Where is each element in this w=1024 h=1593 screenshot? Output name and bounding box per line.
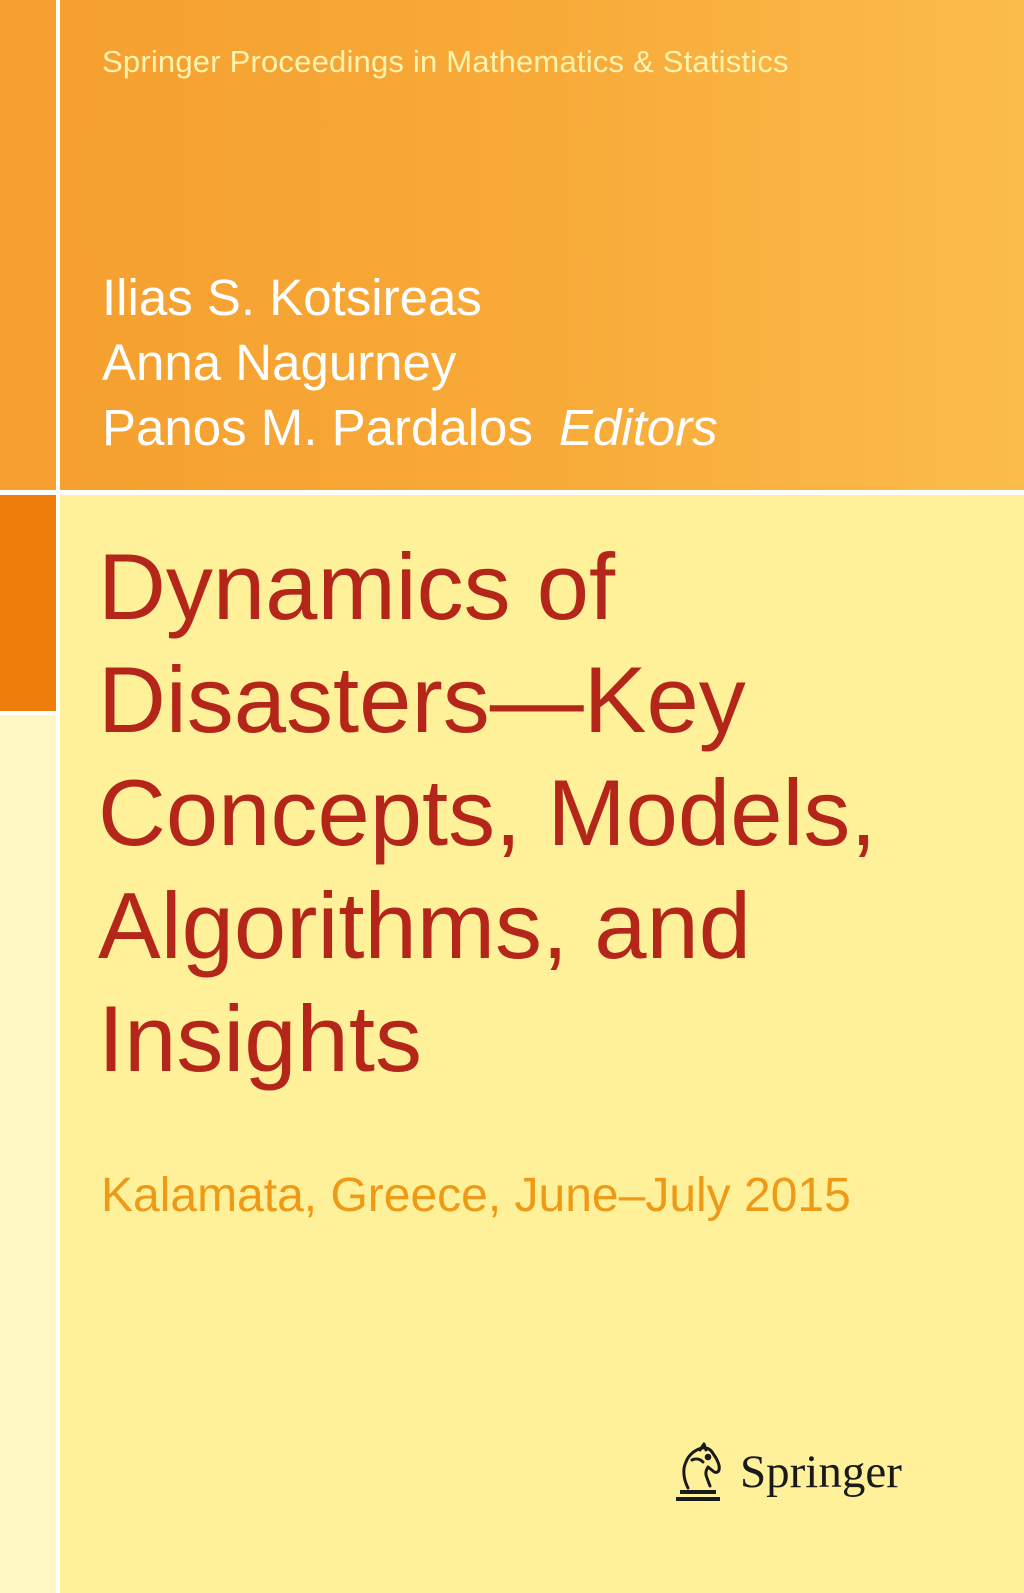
left-stripe-top bbox=[0, 0, 56, 490]
editors-block bbox=[102, 265, 718, 460]
title-line: Disasters—Key bbox=[98, 647, 746, 752]
title-line: Concepts, Models, bbox=[98, 760, 877, 865]
publisher-logo bbox=[670, 1440, 902, 1504]
title-line: Insights bbox=[98, 986, 422, 1091]
springer-horse-icon bbox=[670, 1440, 726, 1504]
left-stripe-accent bbox=[0, 495, 56, 711]
series-title: Springer Proceedings in Mathematics & Statistics bbox=[102, 44, 789, 79]
book-title bbox=[98, 530, 998, 1095]
left-stripe-divider bbox=[0, 711, 56, 715]
title-line: Dynamics of bbox=[98, 534, 616, 639]
editor-name: Panos M. Pardalos bbox=[102, 399, 533, 456]
book-subtitle: Kalamata, Greece, June–July 2015 bbox=[101, 1169, 851, 1222]
publisher-name: Springer bbox=[740, 1446, 902, 1498]
vertical-divider bbox=[56, 0, 60, 1593]
left-stripe-bottom bbox=[0, 715, 56, 1593]
title-line: Algorithms, and bbox=[98, 873, 752, 978]
editor-name-last-line bbox=[102, 395, 718, 460]
editor-name: Ilias S. Kotsireas bbox=[102, 269, 482, 326]
horizontal-divider bbox=[0, 490, 1024, 495]
editor-name: Anna Nagurney bbox=[102, 334, 457, 391]
editors-role-label: Editors bbox=[558, 399, 718, 456]
